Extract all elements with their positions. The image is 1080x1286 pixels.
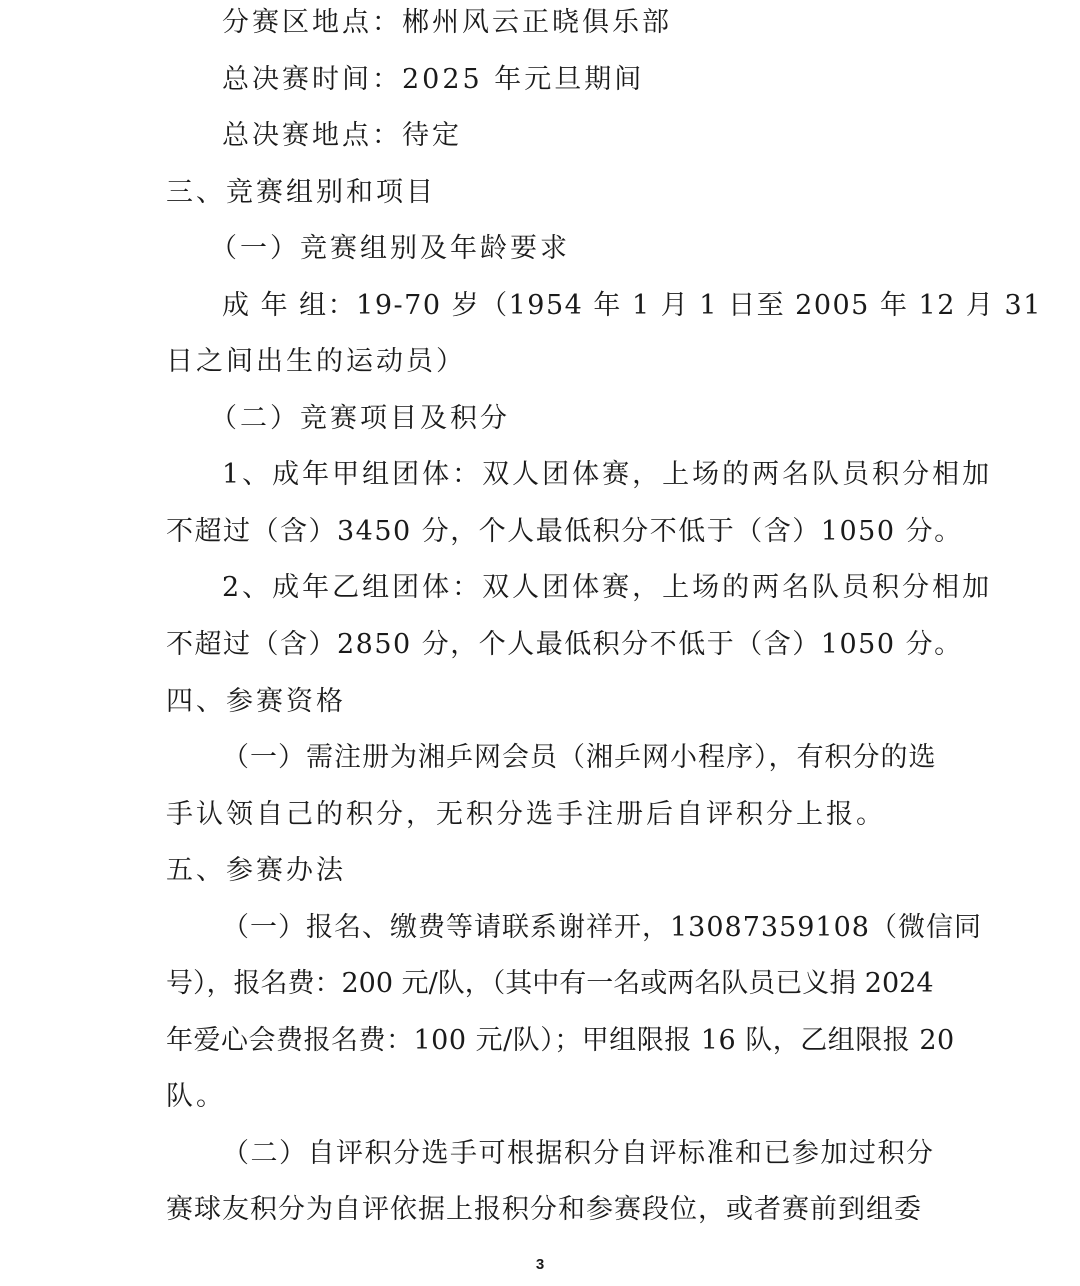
section-heading-5: 五、参赛办法 bbox=[166, 855, 346, 886]
page-number: 3 bbox=[535, 1256, 545, 1273]
event-b-line-cont: 不超过（含）2850 分，个人最低积分不低于（含）1050 分。 bbox=[166, 629, 963, 660]
event-b-line: 2、成年乙组团体：双人团体赛，上场的两名队员积分相加 bbox=[222, 572, 993, 603]
self-rating-line-cont: 赛球友积分为自评依据上报积分和参赛段位，或者赛前到组委 bbox=[166, 1194, 922, 1225]
registration-line-cont-3: 队。 bbox=[166, 1081, 226, 1112]
registration-line: （一）报名、缴费等请联系谢祥开，13087359108（微信同 bbox=[222, 912, 982, 943]
registration-line-cont-1: 号），报名费：200 元/队，（其中有一名或两名队员已义捐 2024 bbox=[166, 968, 934, 999]
registration-line-cont-2: 年爱心会费报名费：100 元/队）；甲组限报 16 队，乙组限报 20 bbox=[166, 1025, 955, 1056]
section-heading-4: 四、参赛资格 bbox=[166, 686, 346, 717]
event-a-line: 1、成年甲组团体：双人团体赛，上场的两名队员积分相加 bbox=[222, 459, 993, 490]
self-rating-line: （二）自评积分选手可根据积分自评标准和已参加过积分 bbox=[222, 1138, 935, 1169]
subsection-heading-3-2: （二）竞赛项目及积分 bbox=[210, 403, 510, 434]
eligibility-line: （一）需注册为湘乒网会员（湘乒网小程序），有积分的选 bbox=[222, 742, 937, 773]
final-time-line: 总决赛时间：2025 年元旦期间 bbox=[222, 64, 645, 95]
event-a-line-cont: 不超过（含）3450 分，个人最低积分不低于（含）1050 分。 bbox=[166, 516, 963, 547]
eligibility-line-cont: 手认领自己的积分，无积分选手注册后自评积分上报。 bbox=[166, 799, 886, 830]
final-venue-line: 总决赛地点：待定 bbox=[222, 120, 462, 151]
subsection-heading-3-1: （一）竞赛组别及年龄要求 bbox=[210, 233, 570, 264]
section-heading-3: 三、竞赛组别和项目 bbox=[166, 177, 436, 208]
age-group-line: 成 年 组：19-70 岁（1954 年 1 月 1 日至 2005 年 12 月 31 bbox=[222, 290, 1042, 321]
venue-line: 分赛区地点：郴州风云正晓俱乐部 bbox=[222, 7, 672, 38]
age-group-line-cont: 日之间出生的运动员） bbox=[166, 346, 466, 377]
